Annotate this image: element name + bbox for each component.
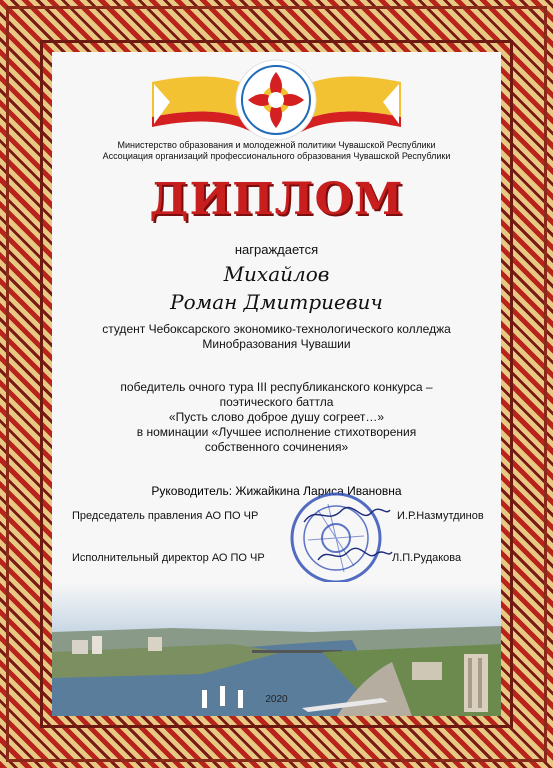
award-line-5: собственного сочинения» <box>204 440 349 454</box>
signature-person: И.Р.Назмутдинов <box>397 510 484 522</box>
signature-scribble <box>302 502 392 528</box>
award-line-3: «Пусть слово доброе душу согреет…» <box>168 410 385 424</box>
leader-line: Руководитель: Жижайкина Лариса Ивановна <box>151 484 402 498</box>
award-line-1: победитель очного тура III республиканского конкурса – <box>120 380 433 394</box>
association-line: Ассоциация организаций профессионального образования Чувашской Республики <box>102 151 451 161</box>
description-line-2: Минобразования Чувашии <box>202 337 351 351</box>
award-text <box>52 380 501 455</box>
flag-ribbon-emblem <box>52 52 501 152</box>
signature-scribble <box>314 542 394 568</box>
recipient-given-name: Роман Дмитриевич <box>170 290 383 314</box>
diploma-title: ДИПЛОМ <box>149 174 404 225</box>
recipient-description <box>52 322 501 352</box>
recipient-surname: Михайлов <box>223 262 330 286</box>
recipient-name <box>52 260 501 316</box>
signature-person: Л.П.Рудакова <box>392 552 462 564</box>
award-line-2: поэтического баттла <box>219 395 334 409</box>
signature-role: Председатель правления АО ПО ЧР <box>72 510 259 522</box>
diploma-sheet <box>52 52 501 716</box>
description-line-1: студент Чебоксарского экономико-технологического колледжа <box>102 322 451 336</box>
awarded-label: награждается <box>234 242 319 257</box>
ministry-heading <box>52 140 501 162</box>
signature-role: Исполнительный директор АО ПО ЧР <box>72 552 265 564</box>
ministry-line: Министерство образования и молодежной политики Чувашской Республики <box>117 140 436 150</box>
award-line-4: в номинации «Лучшее исполнение стихотворения <box>136 425 417 439</box>
year: 2020 <box>265 694 288 705</box>
